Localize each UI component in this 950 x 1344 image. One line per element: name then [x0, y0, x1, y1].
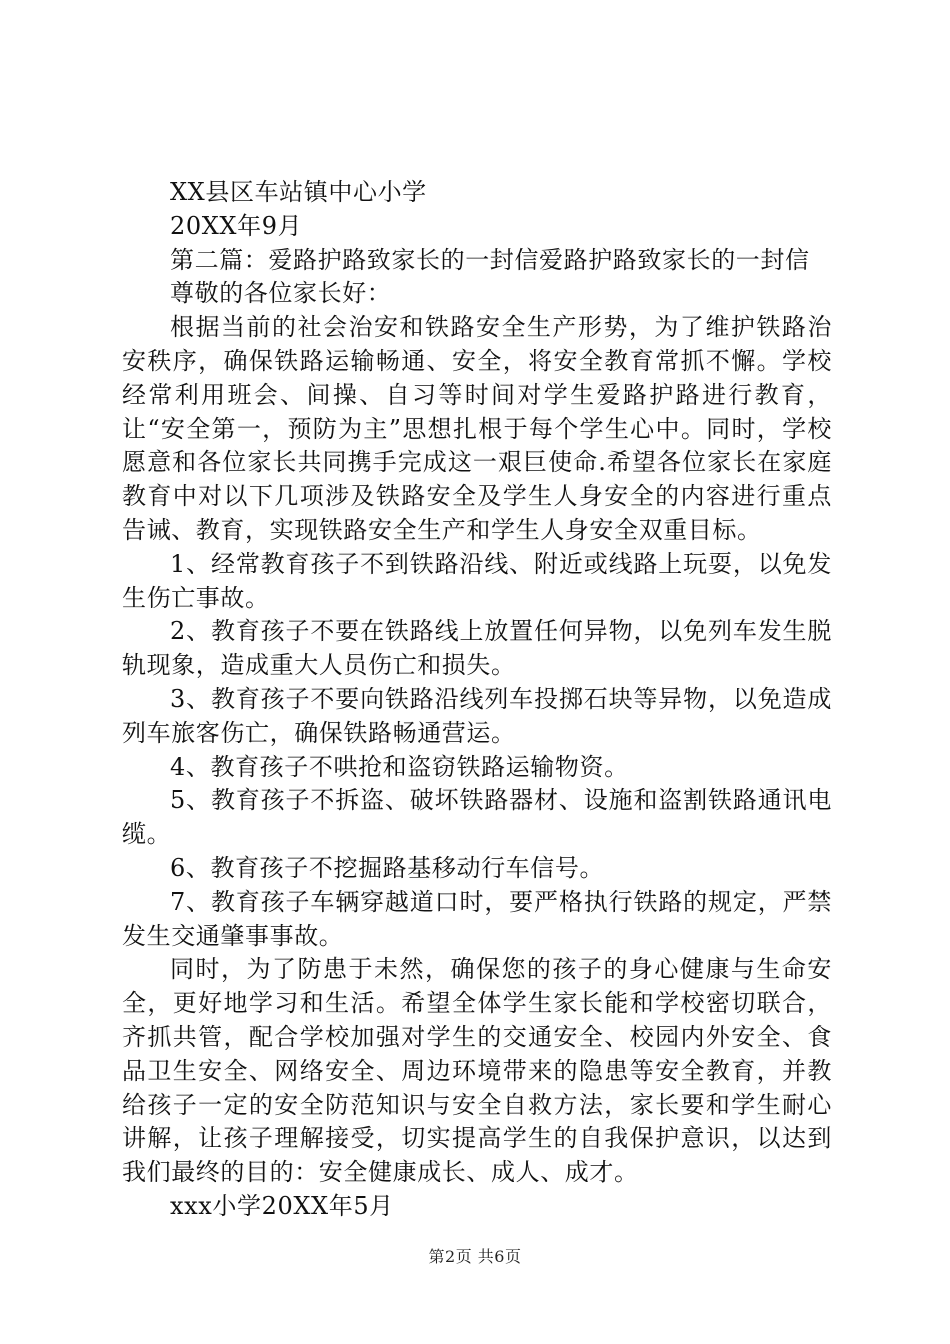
list-item-7: 7、教育孩子车辆穿越道口时，要严格执行铁路的规定，严禁发生交通肇事事故。	[122, 887, 832, 950]
section-title: 第二篇：爱路护路致家长的一封信爱路护路致家长的一封信	[170, 245, 810, 274]
list-item-1: 1、经常教育孩子不到铁路沿线、附近或线路上玩耍，以免发生伤亡事故。	[122, 549, 832, 612]
list-item-3: 3、教育孩子不要向铁路沿线列车投掷石块等异物，以免造成列车旅客伤亡，确保铁路畅通营运。	[122, 684, 832, 747]
list-item-4: 4、教育孩子不哄抢和盗窃铁路运输物资。	[170, 752, 629, 781]
list-item-2: 2、教育孩子不要在铁路线上放置任何异物，以免列车发生脱轨现象，造成重大人员伤亡和损失。	[122, 617, 832, 680]
closing-paragraph: 同时，为了防患于未然，确保您的孩子的身心健康与生命安全，更好地学习和生活。希望全体学生家长能和学校密切联合，齐抓共管，配合学校加强对学生的交通安全、校园内外安全、食品卫生安全、网络安全、周边环境带来的隐患等安全教育，并教给孩子一定的安全防范知识与安全自救方法，家长要和学生耐心讲解，让孩子理解接受，切实提高学生的自我保护意识，以达到我们最终的目的：安全健康成长、成人、成才。	[122, 955, 832, 1187]
document-body	[122, 176, 832, 1224]
list-item-6: 6、教育孩子不挖掘路基移动行车信号。	[170, 853, 605, 882]
intro-paragraph: 根据当前的社会治安和铁路安全生产形势，为了维护铁路治安秩序，确保铁路运输畅通、安全，将安全教育常抓不懈。学校经常利用班会、间操、自习等时间对学生爱路护路进行教育，让“安全第一，预防为主”思想扎根于每个学生心中。同时，学校愿意和各位家长共同携手完成这一艰巨使命.希望各位家长在家庭教育中对以下几项涉及铁路安全及学生人身安全的内容进行重点告诫、教育，实现铁路安全生产和学生人身安全双重目标。	[122, 313, 832, 544]
list-item-5: 5、教育孩子不拆盗、破坏铁路器材、设施和盗割铁路通讯电缆。	[122, 786, 832, 849]
signature-line: xxx小学20XX年5月	[170, 1191, 394, 1220]
salutation: 尊敬的各位家长好：	[170, 279, 392, 308]
school-name-line: XX县区车站镇中心小学	[170, 178, 427, 206]
date-line: 20XX年9月	[170, 211, 303, 240]
page-footer: 第2页 共6页	[428, 1247, 522, 1266]
